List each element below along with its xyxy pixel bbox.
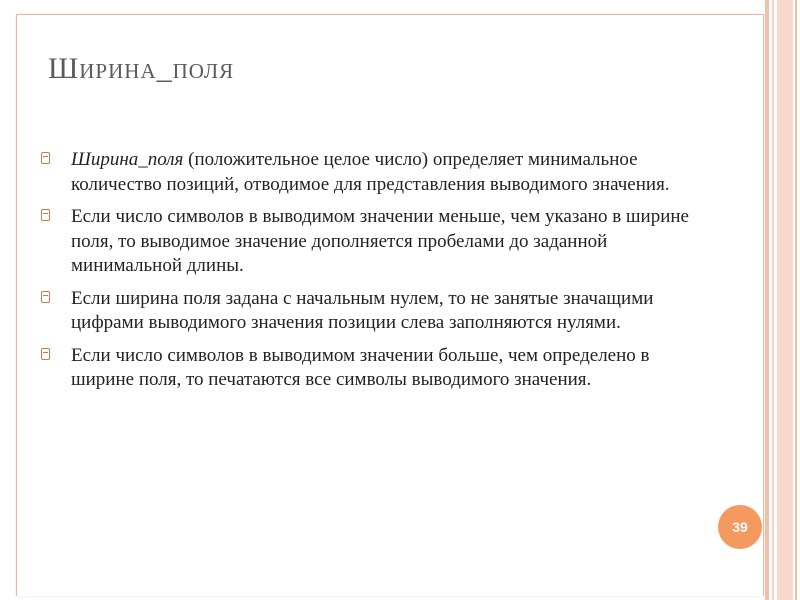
- bullet-marker-icon: [41, 291, 50, 303]
- bullet-marker-icon: [41, 209, 50, 221]
- decorative-band: [772, 0, 774, 600]
- bullet-marker-icon: [41, 152, 50, 164]
- bullet-marker-icon: [41, 348, 50, 360]
- bullet-text: (положительное целое число) определяет минимальное количество позиций, отводимое для представления выводимого значения.: [71, 149, 670, 195]
- bullet-item: [38, 287, 698, 336]
- page-number-badge: 39: [718, 505, 762, 549]
- bullet-list: [38, 148, 698, 401]
- bullet-text: Если число символов в выводимом значении меньше, чем указано в ширине поля, то выводимое значение дополняется пробелами до заданной минимальной длины.: [71, 206, 689, 276]
- decorative-band: [795, 0, 797, 600]
- bullet-item: [38, 344, 698, 393]
- bullet-term: Ширина_поля: [71, 149, 184, 170]
- bullet-item: [38, 205, 698, 279]
- slide-title: Ширина_поля: [48, 52, 235, 85]
- decorative-band: [765, 0, 769, 600]
- bullet-text: Если ширина поля задана с начальным нулем, то не занятые значащими цифрами выводимого значения позиции слева заполняются нулями.: [71, 287, 654, 333]
- bullet-text: Если число символов в выводимом значении больше, чем определено в ширине поля, то печатаются все символы выводимого значения.: [71, 344, 650, 390]
- decorative-band: [777, 0, 793, 600]
- bullet-item: [38, 148, 698, 197]
